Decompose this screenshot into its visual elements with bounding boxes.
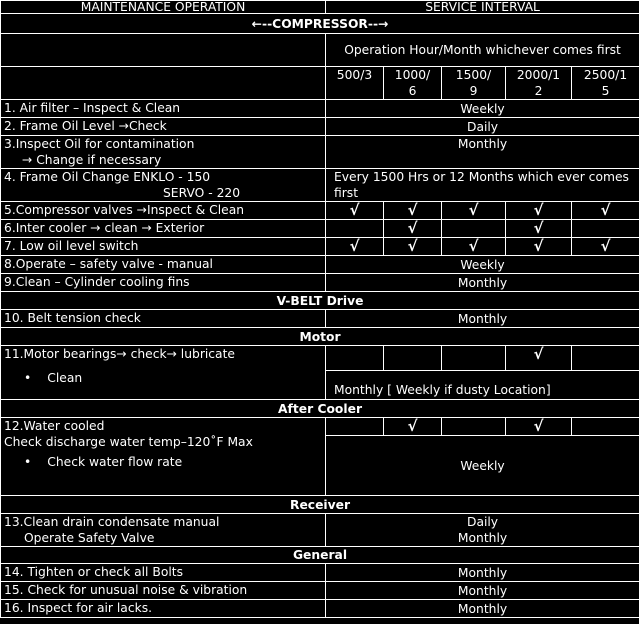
check-mark: √ [506, 418, 572, 436]
interval-13-monthly: Monthly [457, 531, 508, 545]
blank-cell [572, 418, 639, 436]
section-compressor: ←--COMPRESSOR--→ [1, 14, 639, 34]
op-11-bullet [4, 370, 322, 386]
interval-13-daily: Daily [466, 515, 499, 529]
interval-note: Operation Hour/Month whichever comes first [326, 34, 639, 67]
interval-11: Monthly [ Weekly if dusty Location] [326, 371, 639, 400]
check-mark: √ [442, 238, 506, 256]
op-6: 6.Inter cooler → clean → Exterior [1, 220, 326, 238]
interval-3: Monthly [326, 136, 639, 169]
check-mark: √ [506, 346, 572, 371]
interval-2000: 2000/1 2 [506, 67, 572, 100]
op-4-line1: 4. Frame Oil Change ENKLO - 150 [4, 170, 211, 184]
check-mark: √ [506, 202, 572, 220]
blank-cell [572, 346, 639, 371]
section-general: General [1, 547, 639, 564]
check-mark: √ [384, 238, 442, 256]
section-after-cooler: After Cooler [1, 400, 639, 418]
header-interval: SERVICE INTERVAL [326, 1, 639, 14]
op-11 [1, 346, 326, 400]
op-4 [1, 169, 326, 202]
check-mark: √ [506, 220, 572, 238]
op-5: 5.Compressor valves →Inspect & Clean [1, 202, 326, 220]
section-receiver: Receiver [1, 496, 639, 514]
blank-cell [442, 346, 506, 371]
check-mark: √ [384, 220, 442, 238]
op-2: 2. Frame Oil Level →Check [1, 118, 326, 136]
blank-cell [326, 418, 384, 436]
blank-cell [326, 220, 384, 238]
blank-cell [572, 220, 639, 238]
op-13-line2: Operate Safety Valve [24, 531, 155, 545]
interval-15: Monthly [326, 582, 639, 600]
op-3 [1, 136, 326, 169]
blank-cell [384, 346, 442, 371]
op-9: 9.Clean – Cylinder cooling fins [1, 274, 326, 292]
op-13 [1, 514, 326, 547]
op-12-bullet [4, 454, 322, 470]
op-11-clean: Clean [47, 371, 83, 385]
op-12-line2: Check discharge water temp–120˚F Max [4, 435, 253, 449]
check-mark: √ [572, 202, 639, 220]
interval-1000: 1000/ 6 [384, 67, 442, 100]
check-mark: √ [326, 238, 384, 256]
op-13-line1: 13.Clean drain condensate manual [4, 515, 220, 529]
header-operation: MAINTENANCE OPERATION [1, 1, 326, 14]
blank-cell [1, 67, 326, 100]
interval-500: 500/3 [326, 67, 384, 100]
blank-cell [326, 346, 384, 371]
interval-1: Weekly [326, 100, 639, 118]
op-8: 8.Operate – safety valve - manual [1, 256, 326, 274]
spacer [4, 362, 322, 370]
blank-cell [1, 34, 326, 67]
check-mark: √ [326, 202, 384, 220]
op-3-line2: → Change if necessary [22, 153, 162, 167]
op-7: 7. Low oil level switch [1, 238, 326, 256]
check-mark: √ [384, 418, 442, 436]
check-mark: √ [442, 202, 506, 220]
op-4-line2: SERVO - 220 [163, 186, 241, 200]
interval-1500: 1500/ 9 [442, 67, 506, 100]
check-mark: √ [572, 238, 639, 256]
interval-2: Daily [326, 118, 639, 136]
op-11-line1: 11.Motor bearings→ check→ lubricate [4, 347, 235, 361]
op-1: 1. Air filter – Inspect & Clean [1, 100, 326, 118]
op-3-line1: 3.Inspect Oil for contamination [4, 137, 195, 151]
interval-4: Every 1500 Hrs or 12 Months which ever comes first [326, 169, 639, 202]
section-vbelt: V-BELT Drive [1, 292, 639, 310]
interval-2500: 2500/1 5 [572, 67, 639, 100]
bullet-icon: • [24, 371, 32, 385]
op-12-line1: 12.Water cooled [4, 419, 105, 433]
op-10: 10. Belt tension check [1, 310, 326, 328]
section-motor: Motor [1, 328, 639, 346]
check-mark: √ [384, 202, 442, 220]
op-15: 15. Check for unusual noise & vibration [1, 582, 326, 600]
interval-10: Monthly [326, 310, 639, 328]
interval-13 [326, 514, 639, 547]
interval-9: Monthly [326, 274, 639, 292]
op-12-flow: Check water flow rate [47, 455, 183, 469]
op-12 [1, 418, 326, 496]
op-14: 14. Tighten or check all Bolts [1, 564, 326, 582]
op-16: 16. Inspect for air lacks. [1, 600, 326, 618]
interval-16: Monthly [326, 600, 639, 618]
blank-cell [442, 220, 506, 238]
interval-14: Monthly [326, 564, 639, 582]
bullet-icon: • [24, 455, 32, 469]
check-mark: √ [506, 238, 572, 256]
interval-8: Weekly [326, 256, 639, 274]
blank-cell [442, 418, 506, 436]
interval-12: Weekly [326, 436, 639, 496]
